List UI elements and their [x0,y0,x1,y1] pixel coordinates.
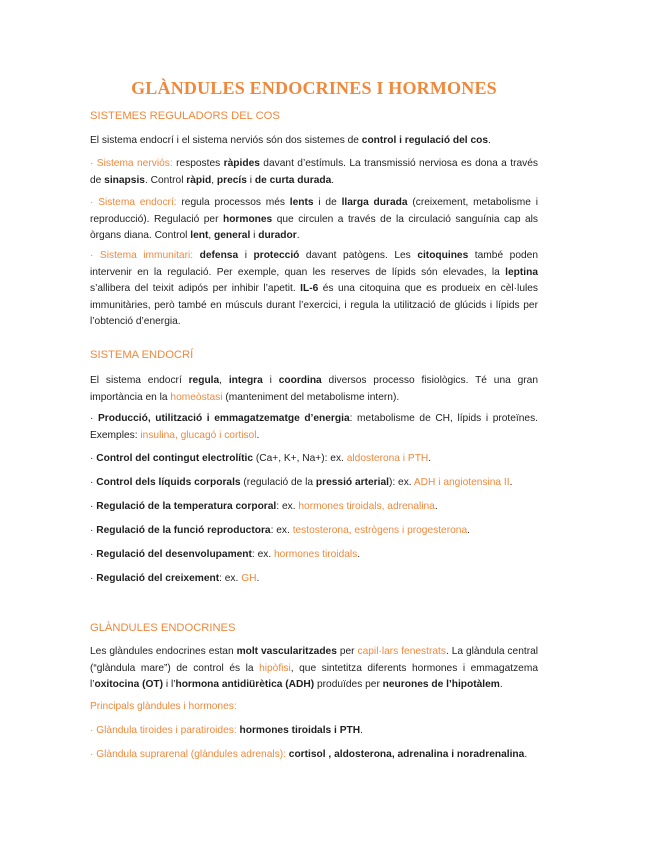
list-item-energia: · Producció, utilització i emmagatzematge d’energia: metabolisme de CH, lípids i proteïnes. Exemples: insulina, glucagó i cortisol. [90,413,539,441]
list-item-electrolits: · Control del contingut electrolític (Ca+, K+, Na+): ex. aldosterona i PTH. [90,453,432,464]
list-item-creixement: · Regulació del creixement: ex. GH. [90,573,260,584]
document-title: GLÀNDULES ENDOCRINES I HORMONES [131,78,497,98]
paragraph-sistema-endocri: · Sistema endocrí: regula processos més lents i de llarga durada (creixement, metabolisme i reproducció). Regulació per hormones que circulen a través de la circulació sanguínia cap als òrgans diana. Control lent, general i durador. [90,197,538,241]
paragraph-sistema-nervios: · Sistema nerviós: respostes ràpides davant d’estímuls. La transmissió nerviosa es dona a través de sinapsis. Control ràpid, precís i de curta durada. [90,158,538,186]
subheading-principals: Principals glàndules i hormones: [90,701,237,712]
list-item-desenvolupament: · Regulació del desenvolupament: ex. hormones tiroidals. [90,549,361,560]
section-heading-sistema-endocri: SISTEMA ENDOCRÍ [90,349,194,361]
paragraph-reguladors-intro: El sistema endocrí i el sistema nerviós són dos sistemes de control i regulació del cos. [90,135,491,146]
paragraph-endocri-intro: El sistema endocrí regula, integra i coordina diversos processo fisiològics. Té una gran importància en la homeòstasi (manteniment del metabolisme intern). [90,375,538,403]
list-item-liquids: · Control dels líquids corporals (regulació de la pressió arterial): ex. ADH i angiotensina II. [90,477,513,488]
section-heading-reguladors: SISTEMES REGULADORS DEL COS [90,110,280,122]
list-item-reproductora: · Regulació de la funció reproductora: ex. testosterona, estrògens i progesterona. [90,525,470,536]
list-item-suprarenal: · Glàndula suprarenal (glàndules adrenals): cortisol , aldosterona, adrenalina i noradrenalina. [90,749,528,760]
paragraph-sistema-immunitari: · Sistema immunitari: defensa i protecció davant patògens. Les citoquines també poden intervenir en la regulació. Per exemple, quan les reserves de lípids són elevades, la leptina s’allibera del teixit adipós per inhibir l’apetit. IL-6 és una citoquina que es produeix en cèl·lules immunitàries, però també en músculs durant l’exercici, i regula la utilització de glúcids i lípids per l’obtenció d’energia. [90,250,539,327]
paragraph-glandules-intro: Les glàndules endocrines estan molt vascularitzades per capil·lars fenestrats. La glàndula central (“glàndula mare”) de control és la hipòfisi, que sintetitza diferents hormones i emmagatzema l’oxitocina (OT) i l’hormona antidiürètica (ADH) produïdes per neurones de l’hipotàlem. [90,646,539,690]
section-heading-glandules: GLÀNDULES ENDOCRINES [90,622,236,634]
list-item-temperatura: · Regulació de la temperatura corporal: ex. hormones tiroidals, adrenalina. [90,501,438,512]
list-item-tiroides: · Glàndula tiroides i paratiroides: hormones tiroidals i PTH. [90,725,363,736]
